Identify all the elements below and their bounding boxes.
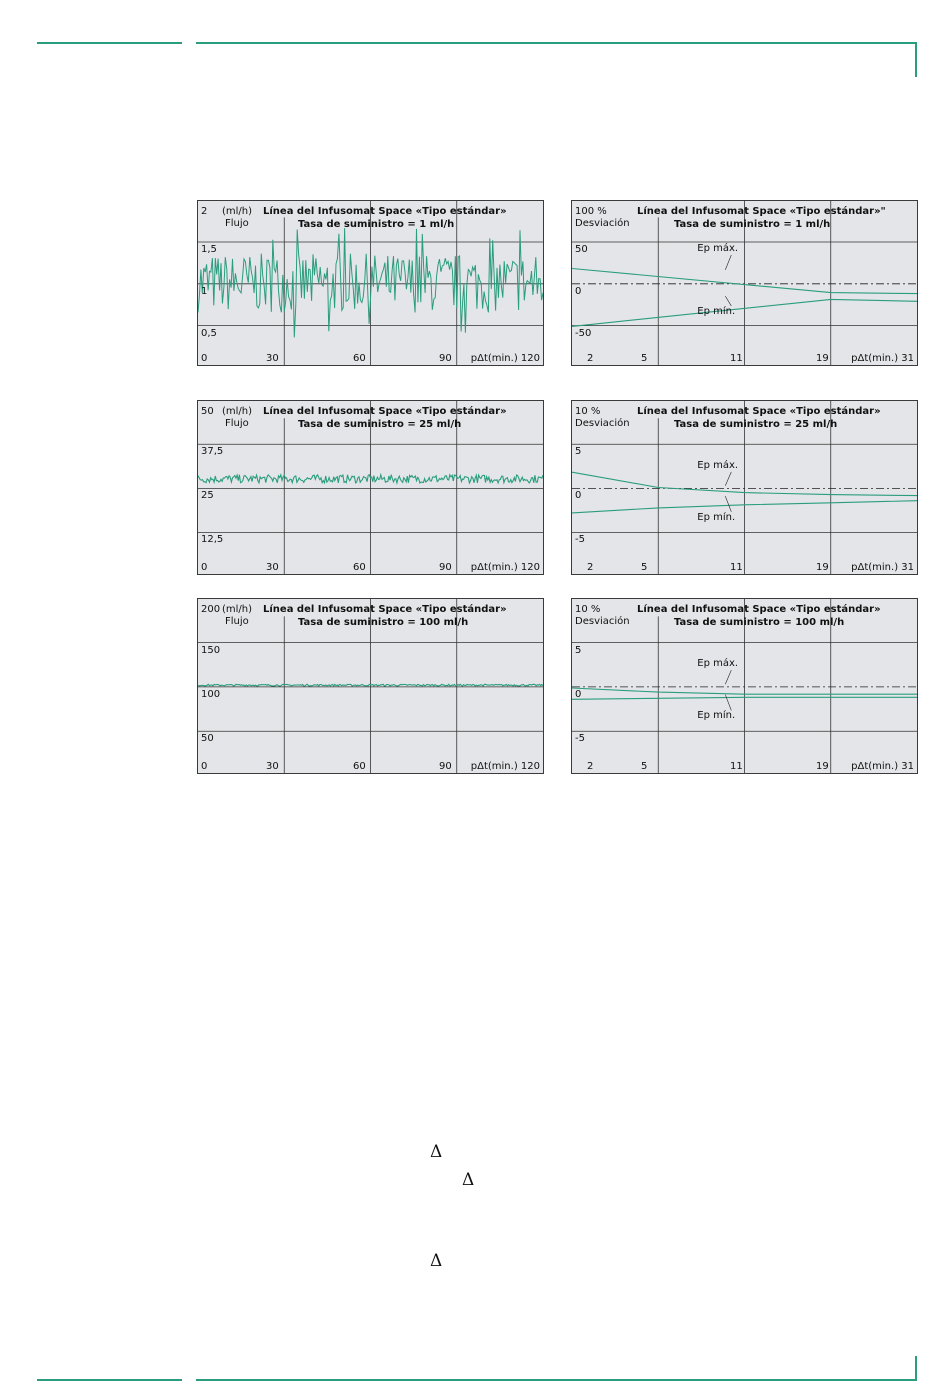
chart-title: Línea del Infusomat Space «Tipo estándar»	[263, 206, 507, 217]
footer-rule-left	[37, 1379, 182, 1381]
header-rule-right	[196, 42, 917, 44]
ytick-label: 12,5	[201, 534, 224, 546]
ytick-label: 50	[201, 733, 214, 745]
xtick-label: 2	[587, 353, 594, 364]
annotation-ep-max: Ep máx.	[697, 658, 739, 670]
xtick-label: 60	[353, 562, 366, 573]
ylabel: Flujo	[225, 418, 249, 429]
deviation-chart	[571, 598, 918, 774]
ylabel: Flujo	[225, 616, 249, 627]
ytick-label: 37,5	[201, 446, 224, 458]
unit-label: (ml/h)	[222, 604, 253, 615]
ytick-label: -50	[575, 327, 592, 339]
xlabel: pΔt(min.) 31	[851, 761, 914, 772]
ymax-label: 2	[201, 206, 208, 217]
header-rule-tick	[915, 42, 917, 77]
chart-subtitle: Tasa de suministro = 25 ml/h	[674, 419, 838, 430]
xtick-label: 90	[439, 562, 452, 573]
xtick-label: 0	[201, 353, 208, 364]
footer-rule-right	[196, 1379, 917, 1381]
xtick-label: 19	[816, 353, 829, 364]
flow-chart	[197, 400, 544, 575]
xtick-label: 60	[353, 353, 366, 364]
chart-title: Línea del Infusomat Space «Tipo estándar»	[637, 604, 881, 615]
chart-subtitle: Tasa de suministro = 100 ml/h	[674, 617, 845, 628]
ytick-label: 5	[575, 644, 582, 656]
xtick-label: 11	[730, 761, 743, 772]
annotation-ep-min: Ep mín.	[697, 305, 736, 317]
unit-label: (ml/h)	[222, 206, 253, 217]
annotation-leader	[725, 670, 731, 684]
ytick-label: 25	[201, 490, 214, 502]
xtick-label: 2	[587, 761, 594, 772]
unit-label: (ml/h)	[222, 406, 253, 417]
chart-subtitle: Tasa de suministro = 1 ml/h	[674, 219, 831, 230]
ytick-label: 1	[201, 285, 208, 297]
xlabel: pΔt(min.) 120	[470, 353, 540, 364]
ymax-label: 100 %	[575, 206, 607, 217]
deviation-chart	[571, 200, 918, 366]
ytick-label: 1,5	[201, 244, 217, 255]
xtick-label: 2	[587, 562, 594, 573]
chart-subtitle: Tasa de suministro = 25 ml/h	[298, 419, 462, 430]
xtick-label: 5	[641, 562, 648, 573]
header-rule-left	[37, 42, 182, 44]
xtick-label: 90	[439, 761, 452, 772]
xtick-label: 60	[353, 761, 366, 772]
ylabel: Desviación	[575, 616, 630, 627]
delta-symbol: Δ	[430, 1142, 443, 1162]
xtick-label: 90	[439, 353, 452, 364]
xlabel: pΔt(min.) 120	[470, 562, 540, 573]
xtick-label: 11	[730, 562, 743, 573]
footer-rule-tick	[915, 1356, 917, 1381]
xtick-label: 19	[816, 761, 829, 772]
xtick-label: 19	[816, 562, 829, 573]
ylabel: Desviación	[575, 418, 630, 429]
xtick-label: 30	[266, 761, 279, 772]
ytick-label: 150	[201, 644, 221, 656]
ytick-label: 0,5	[201, 327, 217, 339]
ytick-label: 5	[575, 446, 582, 458]
ytick-label: -5	[575, 733, 585, 745]
ylabel: Flujo	[225, 218, 249, 229]
ytick-label: -5	[575, 534, 585, 546]
annotation-ep-max: Ep máx.	[697, 243, 739, 254]
xtick-label: 30	[266, 353, 279, 364]
chart-subtitle: Tasa de suministro = 1 ml/h	[298, 219, 455, 230]
annotation-ep-min: Ep mín.	[697, 710, 736, 722]
annotation-leader	[725, 472, 731, 486]
annotation-leader	[725, 496, 731, 512]
ytick-label: 100	[201, 688, 221, 700]
chart-title: Línea del Infusomat Space «Tipo estándar»"	[637, 206, 886, 217]
chart-title: Línea del Infusomat Space «Tipo estándar»	[263, 604, 507, 615]
xtick-label: 5	[641, 761, 648, 772]
ymax-label: 50	[201, 406, 214, 417]
chart-title: Línea del Infusomat Space «Tipo estándar»	[637, 406, 881, 417]
flow-chart	[197, 200, 544, 366]
chart-subtitle: Tasa de suministro = 100 ml/h	[298, 617, 469, 628]
annotation-leader	[725, 296, 731, 306]
xtick-label: 5	[641, 353, 648, 364]
ytick-label: 0	[575, 490, 582, 502]
ymax-label: 10 %	[575, 406, 601, 417]
xtick-label: 0	[201, 761, 208, 772]
ymax-label: 10 %	[575, 604, 601, 615]
xtick-label: 0	[201, 562, 208, 573]
xtick-label: 11	[730, 353, 743, 364]
xtick-label: 30	[266, 562, 279, 573]
delta-symbol: Δ	[430, 1251, 443, 1271]
flow-chart	[197, 598, 544, 774]
xlabel: pΔt(min.) 31	[851, 353, 914, 364]
ytick-label: 50	[575, 244, 588, 255]
ytick-label: 0	[575, 688, 582, 700]
deviation-chart	[571, 400, 918, 575]
annotation-ep-min: Ep mín.	[697, 511, 736, 523]
ymax-label: 200	[201, 604, 221, 615]
ytick-label: 0	[575, 285, 582, 297]
annotation-ep-max: Ep máx.	[697, 459, 739, 471]
annotation-leader	[725, 255, 731, 270]
xlabel: pΔt(min.) 120	[470, 761, 540, 772]
chart-title: Línea del Infusomat Space «Tipo estándar»	[263, 406, 507, 417]
xlabel: pΔt(min.) 31	[851, 562, 914, 573]
ylabel: Desviación	[575, 218, 630, 229]
delta-symbol: Δ	[462, 1170, 475, 1190]
